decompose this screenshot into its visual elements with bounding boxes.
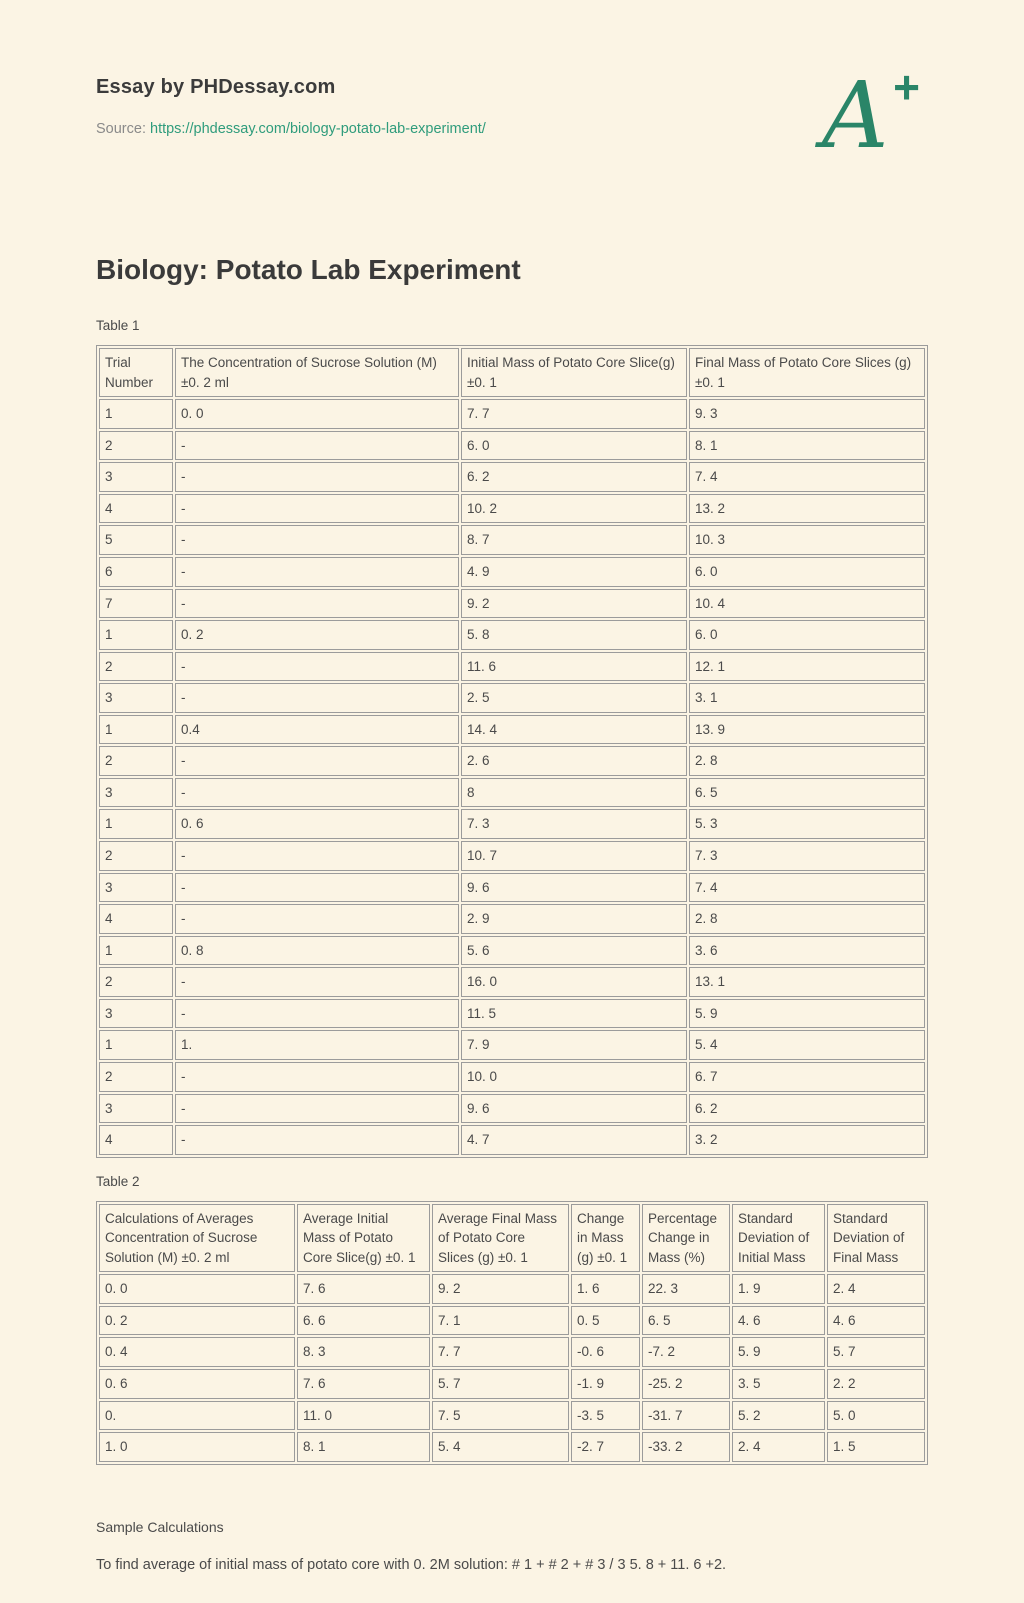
table-row bbox=[99, 715, 925, 745]
table-row bbox=[99, 936, 925, 966]
table-cell: 11. 0 bbox=[297, 1401, 430, 1431]
table-cell: 2. 9 bbox=[461, 904, 687, 934]
table2-body bbox=[99, 1274, 925, 1461]
table-cell: 22. 3 bbox=[642, 1274, 730, 1304]
table-cell: 2. 6 bbox=[461, 746, 687, 776]
sample-calculations-heading: Sample Calculations bbox=[96, 1518, 224, 1535]
table-cell: 7. 1 bbox=[432, 1306, 569, 1336]
table-cell: 0. 5 bbox=[571, 1306, 640, 1336]
table-row bbox=[99, 1062, 925, 1092]
table-cell: 6. 0 bbox=[689, 620, 925, 650]
table-row bbox=[99, 841, 925, 871]
table-cell: 3. 2 bbox=[689, 1125, 925, 1155]
table-cell: 2. 8 bbox=[689, 904, 925, 934]
table-cell: 5. 4 bbox=[689, 1030, 925, 1060]
table1 bbox=[96, 345, 928, 1158]
table-row bbox=[99, 1306, 925, 1336]
table-cell: - bbox=[175, 841, 459, 871]
table-row bbox=[99, 494, 925, 524]
table-row bbox=[99, 746, 925, 776]
table-row bbox=[99, 873, 925, 903]
table-cell: 2. 4 bbox=[732, 1432, 825, 1462]
table-cell: 11. 5 bbox=[461, 999, 687, 1029]
table-cell: 7. 4 bbox=[689, 462, 925, 492]
table-row bbox=[99, 525, 925, 555]
table-cell: 7. 7 bbox=[461, 399, 687, 429]
column-header: Standard Deviation of Initial Mass bbox=[732, 1204, 825, 1273]
table-cell: -1. 9 bbox=[571, 1369, 640, 1399]
table-cell: 10. 7 bbox=[461, 841, 687, 871]
table-cell: 7. 3 bbox=[461, 809, 687, 839]
table-cell: -2. 7 bbox=[571, 1432, 640, 1462]
table-cell: 0. 2 bbox=[175, 620, 459, 650]
table-row bbox=[99, 431, 925, 461]
table-cell: 7. 7 bbox=[432, 1337, 569, 1367]
essay-header bbox=[96, 61, 928, 169]
table-cell: 6 bbox=[99, 557, 173, 587]
essay-header-left bbox=[96, 76, 486, 137]
column-header: The Concentration of Sucrose Solution (M) ±0. 2 ml bbox=[175, 348, 459, 397]
table-cell: - bbox=[175, 873, 459, 903]
table-cell: 3. 5 bbox=[732, 1369, 825, 1399]
table-cell: 8. 1 bbox=[689, 431, 925, 461]
table-cell: 11. 6 bbox=[461, 652, 687, 682]
table-row bbox=[99, 399, 925, 429]
table-row bbox=[99, 967, 925, 997]
table-cell: 2 bbox=[99, 431, 173, 461]
column-header: Final Mass of Potato Core Slices (g) ±0. 1 bbox=[689, 348, 925, 397]
table-cell: - bbox=[175, 652, 459, 682]
table-cell: 3 bbox=[99, 1094, 173, 1124]
table-row bbox=[99, 1030, 925, 1060]
table-cell: 4. 9 bbox=[461, 557, 687, 587]
table-cell: - bbox=[175, 1062, 459, 1092]
table-cell: 2 bbox=[99, 967, 173, 997]
essay-header-title: Essay by PHDessay.com bbox=[96, 76, 336, 98]
source-line bbox=[96, 121, 486, 137]
table-cell: 9. 2 bbox=[461, 589, 687, 619]
table-row bbox=[99, 1125, 925, 1155]
table-cell: - bbox=[175, 1125, 459, 1155]
column-header: Average Initial Mass of Potato Core Slice(g) ±0. 1 bbox=[297, 1204, 430, 1273]
table-cell: 3 bbox=[99, 778, 173, 808]
table-cell: 7. 6 bbox=[297, 1369, 430, 1399]
table-cell: 6. 5 bbox=[689, 778, 925, 808]
table-cell: 3 bbox=[99, 683, 173, 713]
table-cell: 9. 6 bbox=[461, 873, 687, 903]
table-cell: 6. 2 bbox=[461, 462, 687, 492]
table-cell: 13. 9 bbox=[689, 715, 925, 745]
table-cell: 1 bbox=[99, 936, 173, 966]
table-cell: 0. 6 bbox=[175, 809, 459, 839]
column-header: Percentage Change in Mass (%) bbox=[642, 1204, 730, 1273]
table-cell: 3 bbox=[99, 999, 173, 1029]
table-cell: 6. 6 bbox=[297, 1306, 430, 1336]
table-row bbox=[99, 1432, 925, 1462]
table-cell: 5. 9 bbox=[732, 1337, 825, 1367]
table-cell: - bbox=[175, 967, 459, 997]
table-cell: 6. 0 bbox=[461, 431, 687, 461]
table-cell: 5. 8 bbox=[461, 620, 687, 650]
table-cell: 0. 2 bbox=[99, 1306, 295, 1336]
table-cell: 13. 1 bbox=[689, 967, 925, 997]
table-cell: -31. 7 bbox=[642, 1401, 730, 1431]
table-cell: 10. 2 bbox=[461, 494, 687, 524]
table-row bbox=[99, 652, 925, 682]
table-cell: 3. 6 bbox=[689, 936, 925, 966]
table-row bbox=[99, 999, 925, 1029]
table-cell: 4. 6 bbox=[827, 1306, 925, 1336]
sample-calculation-text: To find average of initial mass of potato core with 0. 2M solution: # 1 + # 2 + # 3 / 3 5. 8 + 11. 6 +2. bbox=[96, 1556, 727, 1573]
logo-letter: A bbox=[822, 62, 889, 169]
table-row bbox=[99, 904, 925, 934]
table-cell: - bbox=[175, 904, 459, 934]
table-cell: 6. 7 bbox=[689, 1062, 925, 1092]
table-cell: -25. 2 bbox=[642, 1369, 730, 1399]
table2-header-row bbox=[99, 1204, 925, 1273]
table-cell: 4 bbox=[99, 1125, 173, 1155]
table-cell: - bbox=[175, 589, 459, 619]
table-row bbox=[99, 809, 925, 839]
table-cell: 10. 3 bbox=[689, 525, 925, 555]
table-cell: 8. 7 bbox=[461, 525, 687, 555]
table1-body bbox=[99, 399, 925, 1155]
table-cell: 8 bbox=[461, 778, 687, 808]
table-cell: - bbox=[175, 778, 459, 808]
table-cell: 16. 0 bbox=[461, 967, 687, 997]
table-cell: 1 bbox=[99, 399, 173, 429]
table-cell: 10. 0 bbox=[461, 1062, 687, 1092]
table-cell: 9. 2 bbox=[432, 1274, 569, 1304]
table-cell: 1. 5 bbox=[827, 1432, 925, 1462]
table-row bbox=[99, 557, 925, 587]
table-cell: -7. 2 bbox=[642, 1337, 730, 1367]
table-cell: 5. 9 bbox=[689, 999, 925, 1029]
table-cell: - bbox=[175, 494, 459, 524]
logo-plus-icon: + bbox=[893, 61, 920, 113]
table-cell: 2. 2 bbox=[827, 1369, 925, 1399]
table2-label: Table 2 bbox=[96, 1173, 140, 1189]
table-cell: 5. 2 bbox=[732, 1401, 825, 1431]
table-row bbox=[99, 778, 925, 808]
table-cell: 2 bbox=[99, 746, 173, 776]
table-cell: 7. 4 bbox=[689, 873, 925, 903]
table-cell: 1 bbox=[99, 809, 173, 839]
page-container bbox=[96, 0, 928, 1603]
column-header: Average Final Mass of Potato Core Slices (g) ±0. 1 bbox=[432, 1204, 569, 1273]
table-cell: 1 bbox=[99, 715, 173, 745]
table-row bbox=[99, 1369, 925, 1399]
table-cell: -3. 5 bbox=[571, 1401, 640, 1431]
table-cell: - bbox=[175, 999, 459, 1029]
table-cell: - bbox=[175, 1094, 459, 1124]
table-cell: - bbox=[175, 431, 459, 461]
table-cell: 5. 0 bbox=[827, 1401, 925, 1431]
table-cell: 5. 3 bbox=[689, 809, 925, 839]
table-cell: 6. 2 bbox=[689, 1094, 925, 1124]
column-header: Change in Mass (g) ±0. 1 bbox=[571, 1204, 640, 1273]
table-cell: 4. 7 bbox=[461, 1125, 687, 1155]
column-header: Trial Number bbox=[99, 348, 173, 397]
table-cell: 5. 6 bbox=[461, 936, 687, 966]
table-row bbox=[99, 462, 925, 492]
table-cell: 0. 0 bbox=[175, 399, 459, 429]
table-row bbox=[99, 1274, 925, 1304]
table-cell: 10. 4 bbox=[689, 589, 925, 619]
table-cell: 2 bbox=[99, 652, 173, 682]
table-cell: 4 bbox=[99, 494, 173, 524]
table-cell: 5 bbox=[99, 525, 173, 555]
table-cell: 7. 5 bbox=[432, 1401, 569, 1431]
table-row bbox=[99, 1337, 925, 1367]
table-cell: 2. 4 bbox=[827, 1274, 925, 1304]
table-cell: 0. bbox=[99, 1401, 295, 1431]
table-row bbox=[99, 1094, 925, 1124]
table-cell: 14. 4 bbox=[461, 715, 687, 745]
table-cell: - bbox=[175, 525, 459, 555]
table-cell: 1. 0 bbox=[99, 1432, 295, 1462]
source-label: Source: bbox=[96, 121, 150, 137]
page-title: Biology: Potato Lab Experiment bbox=[96, 254, 521, 285]
table-cell: 1 bbox=[99, 620, 173, 650]
column-header: Standard Deviation of Final Mass bbox=[827, 1204, 925, 1273]
column-header: Calculations of Averages Concentration of Sucrose Solution (M) ±0. 2 ml bbox=[99, 1204, 295, 1273]
table1-header-row bbox=[99, 348, 925, 397]
table-cell: 13. 2 bbox=[689, 494, 925, 524]
table-cell: 1. 6 bbox=[571, 1274, 640, 1304]
table-cell: 0. 6 bbox=[99, 1369, 295, 1399]
table-cell: 4 bbox=[99, 904, 173, 934]
table-cell: 6. 0 bbox=[689, 557, 925, 587]
table-cell: 5. 7 bbox=[827, 1337, 925, 1367]
phdessay-logo-icon bbox=[822, 61, 920, 169]
source-link[interactable]: https://phdessay.com/biology-potato-lab-experiment/ bbox=[150, 121, 486, 137]
column-header: Initial Mass of Potato Core Slice(g) ±0. 1 bbox=[461, 348, 687, 397]
table-cell: 12. 1 bbox=[689, 652, 925, 682]
table-cell: - bbox=[175, 683, 459, 713]
table-cell: 3. 1 bbox=[689, 683, 925, 713]
table-cell: 9. 6 bbox=[461, 1094, 687, 1124]
table-row bbox=[99, 589, 925, 619]
table-cell: -0. 6 bbox=[571, 1337, 640, 1367]
table-cell: 7 bbox=[99, 589, 173, 619]
table-cell: - bbox=[175, 462, 459, 492]
table-cell: -33. 2 bbox=[642, 1432, 730, 1462]
table-cell: 2. 5 bbox=[461, 683, 687, 713]
table-row bbox=[99, 1401, 925, 1431]
table-cell: 1. bbox=[175, 1030, 459, 1060]
table-row bbox=[99, 683, 925, 713]
table-cell: 5. 4 bbox=[432, 1432, 569, 1462]
table-cell: 0. 0 bbox=[99, 1274, 295, 1304]
table-row bbox=[99, 620, 925, 650]
table-cell: 7. 3 bbox=[689, 841, 925, 871]
table-cell: 2 bbox=[99, 1062, 173, 1092]
table-cell: 1. 9 bbox=[732, 1274, 825, 1304]
table1-label: Table 1 bbox=[96, 318, 140, 333]
table-cell: - bbox=[175, 746, 459, 776]
table-cell: 2 bbox=[99, 841, 173, 871]
table-cell: 5. 7 bbox=[432, 1369, 569, 1399]
table-cell: 9. 3 bbox=[689, 399, 925, 429]
table-cell: 8. 1 bbox=[297, 1432, 430, 1462]
table-cell: 0. 8 bbox=[175, 936, 459, 966]
table-cell: 4. 6 bbox=[732, 1306, 825, 1336]
table-cell: 3 bbox=[99, 462, 173, 492]
table-cell: 7. 9 bbox=[461, 1030, 687, 1060]
table-cell: 7. 6 bbox=[297, 1274, 430, 1304]
table-cell: 1 bbox=[99, 1030, 173, 1060]
table-cell: 0. 4 bbox=[99, 1337, 295, 1367]
table-cell: 3 bbox=[99, 873, 173, 903]
table-cell: 8. 3 bbox=[297, 1337, 430, 1367]
table-cell: - bbox=[175, 557, 459, 587]
table-cell: 0.4 bbox=[175, 715, 459, 745]
table2 bbox=[96, 1201, 928, 1465]
table-cell: 6. 5 bbox=[642, 1306, 730, 1336]
table-cell: 2. 8 bbox=[689, 746, 925, 776]
